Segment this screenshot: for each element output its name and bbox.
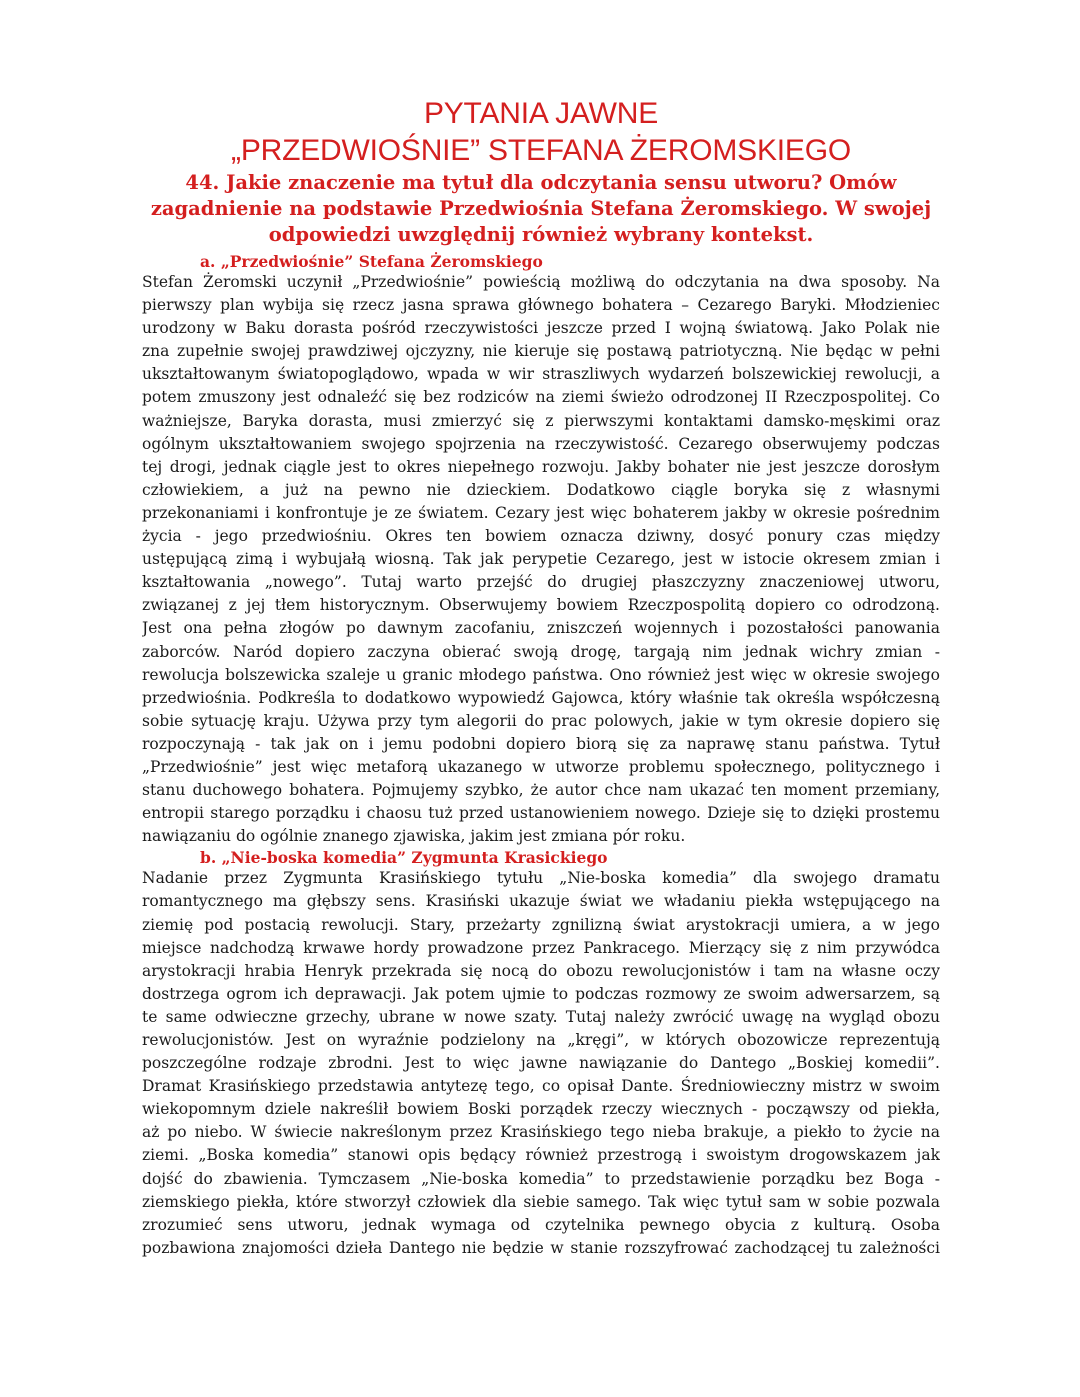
paragraph-line: poszczególne rodzaje zbrodni. Jest to więc jawne nawiązanie do Dantego „Boskiej komedii”.: [142, 1054, 940, 1073]
paragraph-line: „Przedwiośnie” jest więc metaforą ukazanego w utworze problemu społecznego, politycznego i: [142, 757, 940, 776]
paragraph-line: ogólnym ukształtowaniem swojego spojrzenia na rzeczywistość. Cezarego obserwujemy podczas: [142, 434, 940, 453]
paragraph-line: arystokracji hrabia Henryk przekrada się nocą do obozu rewolucjonistów i tam na własne oczy: [142, 961, 940, 980]
section-a-heading: a. „Przedwiośnie” Stefana Żeromskiego: [200, 252, 543, 271]
paragraph-line: zna zupełnie swojej prawdziwej ojczyzny, nie kieruje się postawą patriotyczną. Nie będąc w pełni: [142, 342, 940, 361]
paragraph-line: miejsce nadchodzą krwawe hordy prowadzone przez Pankracego. Mierzący się z nim przywódca: [142, 938, 940, 957]
paragraph-line: wiekopomnym dziele nakreślił bowiem Boski porządek rzeczy wiecznych - począwszy od piekła,: [142, 1100, 940, 1119]
paragraph-line: ważniejsze, Baryka dorasta, musi zmierzyć się z pierwszymi kontaktami damsko-męskimi oraz: [142, 411, 940, 430]
paragraph-line: ukształtowanym światopoglądowo, wpada w wir straszliwych wydarzeń bolszewickiej rewolucji, a: [142, 365, 940, 384]
paragraph-line: ziemskiego piekła, które stworzył człowiek dla siebie samego. Tak więc tytuł sam w sobie pozwala: [142, 1192, 940, 1211]
document-page: [142, 95, 940, 1260]
paragraph-line: sobie sytuację kraju. Używa przy tym alegorii do prac polowych, jakie w tym okresie dopiero się: [142, 711, 940, 730]
paragraph-line: ziemi. „Boska komedia” stanowi opis będący również przestrogą i swoistym drogowskazem jak: [142, 1146, 940, 1165]
paragraph-line: dojść do zbawienia. Tymczasem „Nie-boska komedia” to przedstawienie porządku bez Boga -: [142, 1169, 940, 1188]
paragraph-line: pozbawiona znajomości dzieła Dantego nie będzie w stanie rozszyfrować zachodzącej tu zależności: [142, 1238, 940, 1257]
paragraph-line: urodzony w Baku dorasta pośród rzeczywistości jeszcze przed I wojną światową. Jako Polak nie: [142, 319, 940, 338]
paragraph-line: ziemię pod postacią rewolucji. Stary, przeżarty zgnilizną świat arystokracji umiera, a w jego: [142, 915, 940, 934]
question-line-3: odpowiedzi uwzględnij również wybrany kontekst.: [268, 223, 814, 246]
paragraph-line: rozpoczynają - tak jak on i jemu podobni dopiero biorą się za naprawę stanu państwa. Tytuł: [142, 734, 940, 753]
paragraph-line: rewolucja bolszewicka szaleje u granic młodego państwa. Ono również jest więc w okresie swojego: [142, 665, 940, 684]
paragraph-line: człowiekiem, a już na pewno nie dzieckiem. Dodatkowo ciągle boryka się z własnymi: [142, 480, 940, 499]
document-title-line-1: PYTANIA JAWNE: [423, 97, 659, 130]
section-b-paragraph: [142, 867, 940, 1260]
paragraph-line: stanu duchowego bohatera. Pojmujemy szybko, że autor chce nam ukazać ten moment przemiany,: [142, 781, 940, 800]
question-line-2: zagadnienie na podstawie Przedwiośnia Stefana Żeromskiego. W swojej: [150, 197, 932, 220]
paragraph-line: Dramat Krasińskiego przedstawia antytezę tego, co opisał Dante. Średniowieczny mistrz w swoim: [142, 1077, 940, 1096]
question-line-1: 44. Jakie znaczenie ma tytuł dla odczytania sensu utworu? Omów: [185, 171, 897, 194]
document-title-line-2: „PRZEDWIOŚNIE” STEFANA ŻEROMSKIEGO: [231, 134, 851, 167]
paragraph-line: aż po niebo. W świecie nakreślonym przez Krasińskiego tego nieba brakuje, a piekło to życie na: [142, 1123, 940, 1142]
paragraph-line: życia - jego przedwiośniu. Okres ten bowiem oznacza dziwny, dosyć ponury czas między: [142, 527, 940, 546]
paragraph-line: kształtowania „nowego”. Tutaj warto przejść do drugiej płaszczyzny znaczeniowej utworu,: [142, 573, 940, 592]
paragraph-line: Jest ona pełna złogów po dawnym zacofaniu, zniszczeń wojennych i pozostałości panowania: [142, 619, 940, 638]
paragraph-line: tej drogi, jednak ciągle jest to okres niepełnego rozwoju. Jakby bohater nie jest jeszcze dorosłym: [142, 457, 940, 476]
section-a-paragraph: [142, 271, 940, 848]
paragraph-line: pierwszy plan wybija się rzecz jasna sprawa głównego bohatera – Cezarego Baryki. Młodzieniec: [142, 296, 940, 315]
paragraph-line: entropii starego porządku i chaosu tuż przed ustanowieniem nowego. Dzieje się to dzięki prostemu: [142, 804, 940, 823]
paragraph-line: przekonaniami i konfrontuje je ze światem. Cezary jest więc bohaterem jakby w okresie pośrednim: [142, 503, 940, 522]
paragraph-line: te same odwieczne grzechy, ubrane w nowe szaty. Tutaj należy zwrócić uwagę na wygląd obozu: [142, 1007, 940, 1026]
paragraph-line: rewolucjonistów. Jest on wyraźnie podzielony na „kręgi”, w których obozowicze reprezentują: [142, 1031, 940, 1049]
paragraph-line: zaborców. Naród dopiero zaczyna obierać swoją drogę, targają nim jednak wichry zmian -: [142, 642, 940, 661]
paragraph-line: związanej z jej tłem historycznym. Obserwujemy bowiem Rzeczpospolitą dopiero co odrodzoną.: [142, 596, 940, 615]
paragraph-line: potem zmuszony jest odnaleźć się bez rodziców na ziemi świeżo odrodzonej II Rzeczpospolitej. Co: [142, 388, 940, 407]
paragraph-line: ustępującą zimą i wybujałą wiosną. Tak jak perypetie Cezarego, jest w istocie okresem zmian i: [142, 550, 940, 569]
paragraph-line: Nadanie przez Zygmunta Krasińskiego tytułu „Nie-boska komedia” dla swojego dramatu: [142, 869, 940, 888]
paragraph-line: Stefan Żeromski uczynił „Przedwiośnie” powieścią możliwą do odczytania na dwa sposoby. Na: [142, 273, 940, 291]
paragraph-line: zrozumieć sens utworu, jednak wymaga od czytelnika pewnego obycia z kulturą. Osoba: [142, 1215, 940, 1234]
section-b-heading: b. „Nie-boska komedia” Zygmunta Krasickiego: [200, 848, 608, 868]
paragraph-line: nawiązaniu do ogólnie znanego zjawiska, jakim jest zmiana pór roku.: [142, 827, 686, 846]
paragraph-line: romantycznego ma głębszy sens. Krasiński ukazuje świat we władaniu piekła wstępującego na: [142, 892, 940, 911]
paragraph-line: przedwiośnia. Podkreśla to dodatkowo wypowiedź Gajowca, który właśnie tak określa współczesną: [142, 688, 940, 707]
paragraph-line: dostrzega ogrom ich deprawacji. Jak potem ujmie to podczas rozmowy ze swoim adwersarzem, są: [142, 984, 940, 1003]
